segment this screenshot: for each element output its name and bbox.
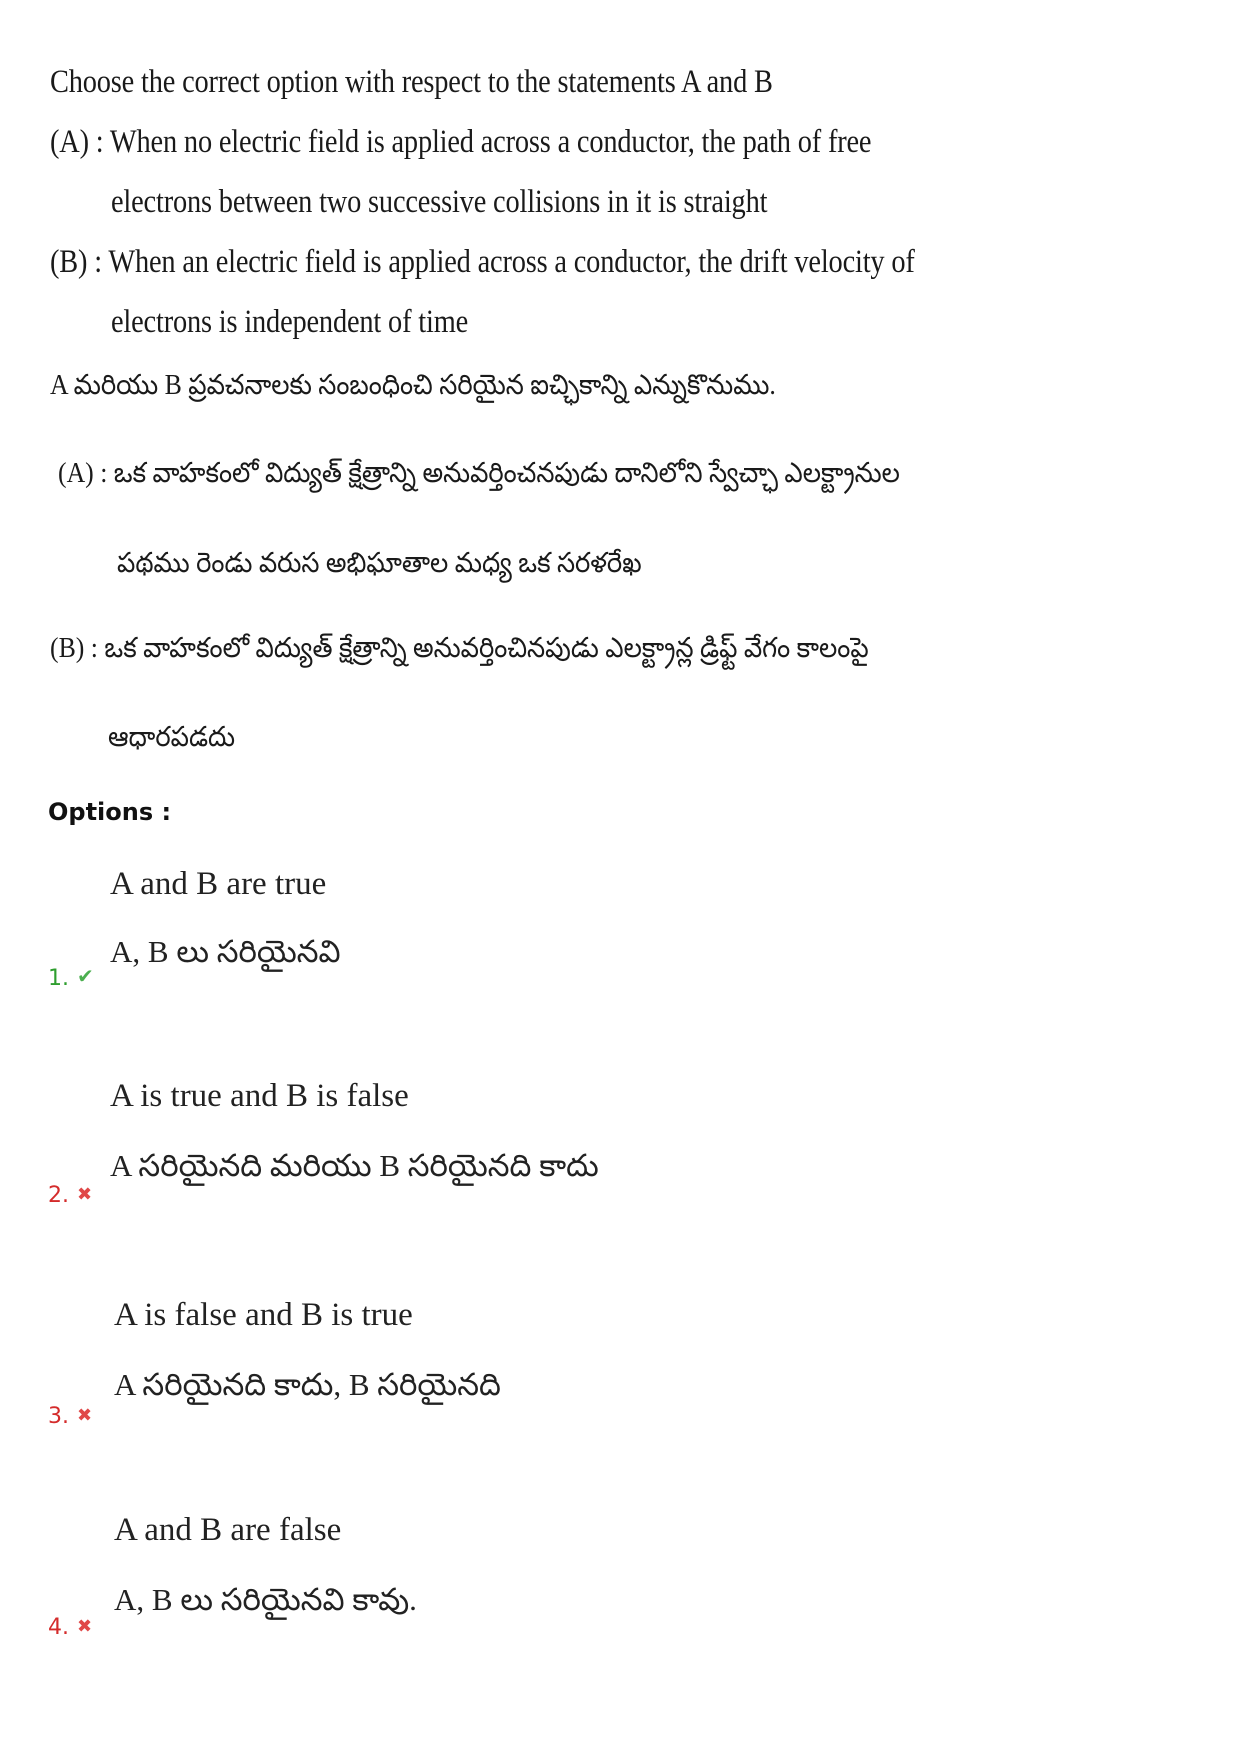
telugu-statement-a-line1: (A) : ఒక వాహకంలో విద్యుత్ క్షేత్రాన్ని అనువర్తించనపుడు దానిలోని స్వేచ్ఛా ఎలక్ట్రానుల: [58, 458, 900, 489]
telugu-question-intro: A మరియు B ప్రవచనాలకు సంబంధించి సరియైన ఐచ్ఛికాన్ని ఎన్నుకొనుము.: [50, 370, 776, 401]
option-2-telugu: A సరియైనది మరియు B సరియైనది కాదు: [110, 1148, 599, 1183]
statement-a-line2: electrons between two successive collisions in it is straight: [111, 184, 768, 220]
telugu-statement-b-line2: ఆధారపడదు: [108, 722, 236, 753]
option-4-number: 4.: [48, 1615, 69, 1640]
cross-mark-icon: ✖: [77, 1184, 93, 1205]
statement-b-line2: electrons is independent of time: [111, 304, 469, 340]
option-1-marker: [48, 964, 94, 991]
question-intro: Choose the correct option with respect to the statements A and B: [50, 64, 773, 100]
option-4-marker: [48, 1615, 92, 1640]
check-mark-icon: ✔: [77, 964, 94, 988]
cross-mark-icon: ✖: [77, 1405, 93, 1426]
option-1-english: A and B are true: [110, 866, 327, 902]
option-2-english: A is true and B is false: [110, 1078, 409, 1114]
option-1-number: 1.: [48, 966, 69, 991]
telugu-statement-b-line1: (B) : ఒక వాహకంలో విద్యుత్ క్షేత్రాన్ని అనువర్తించినపుడు ఎలక్ట్రాన్ల డ్రిఫ్ట్ వేగం కాలంపై: [50, 633, 869, 664]
option-2-marker: [48, 1183, 92, 1208]
option-4-english: A and B are false: [114, 1512, 342, 1548]
option-3-english: A is false and B is true: [114, 1297, 413, 1333]
option-3-telugu: A సరియైనది కాదు, B సరియైనది: [114, 1367, 501, 1402]
option-1-telugu: A, B లు సరియైనవి: [110, 934, 341, 969]
option-2-number: 2.: [48, 1183, 69, 1208]
option-4-telugu: A, B లు సరియైనవి కావు.: [114, 1582, 417, 1617]
statement-b-line1: (B) : When an electric field is applied across a conductor, the drift velocity of: [50, 244, 915, 280]
telugu-statement-a-line2: పథము రెండు వరుస అభిఘాతాల మధ్య ఒక సరళరేఖ: [117, 548, 642, 579]
options-label: Options :: [48, 798, 172, 826]
statement-a-line1: (A) : When no electric field is applied across a conductor, the path of free: [50, 124, 872, 160]
option-3-marker: [48, 1404, 92, 1429]
option-3-number: 3.: [48, 1404, 69, 1429]
cross-mark-icon: ✖: [77, 1616, 93, 1637]
